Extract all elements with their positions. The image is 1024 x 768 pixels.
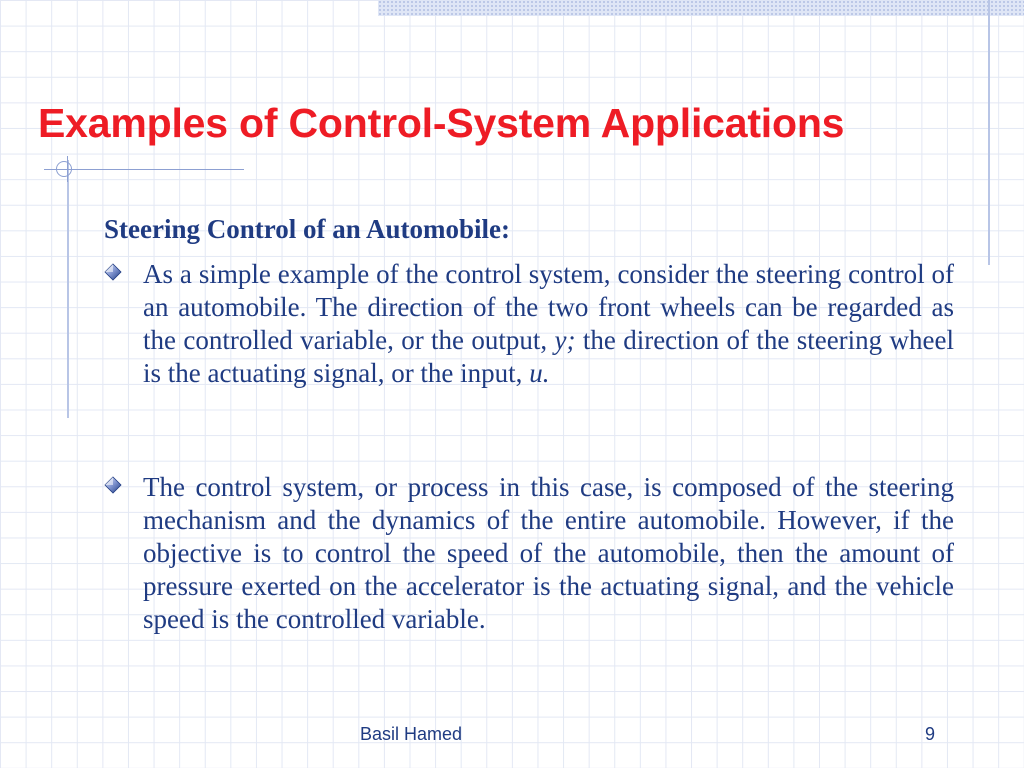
section-subtitle: Steering Control of an Automobile: [104, 214, 510, 244]
footer-author: Basil Hamed [360, 724, 463, 744]
bullet-1-text-a: As a simple example of the control system, consider the steering control of an automobile. The direction of the two front wheels can be regarded as the controlled variable, or the output, [143, 259, 954, 355]
bullet-paragraph-1 [143, 258, 954, 390]
left-vertical-rule [67, 160, 69, 418]
diamond-bullet-icon [104, 263, 122, 281]
input-variable: u. [529, 358, 550, 388]
right-vertical-rule [988, 0, 990, 265]
bullet-1-text-b: the direction of the steering wheel is the actuating signal, or the input, [143, 325, 954, 388]
output-variable: y; [554, 325, 576, 355]
slide-title: Examples of Control-System Applications [38, 100, 845, 146]
header-decor-band [378, 0, 1024, 16]
crosshair-icon [56, 161, 72, 177]
title-underline-rule [44, 169, 244, 170]
bullet-paragraph-2: The control system, or process in this case, is composed of the steering mechanism and the dynamics of the entire automobile. However, if the objective is to control the speed of the automobile, then the amount of pressure exerted on the accelerator is the actuating signal, and the vehicle speed is the controlled variable. [143, 472, 954, 634]
page-number: 9 [925, 724, 936, 744]
diamond-bullet-icon [104, 476, 122, 494]
